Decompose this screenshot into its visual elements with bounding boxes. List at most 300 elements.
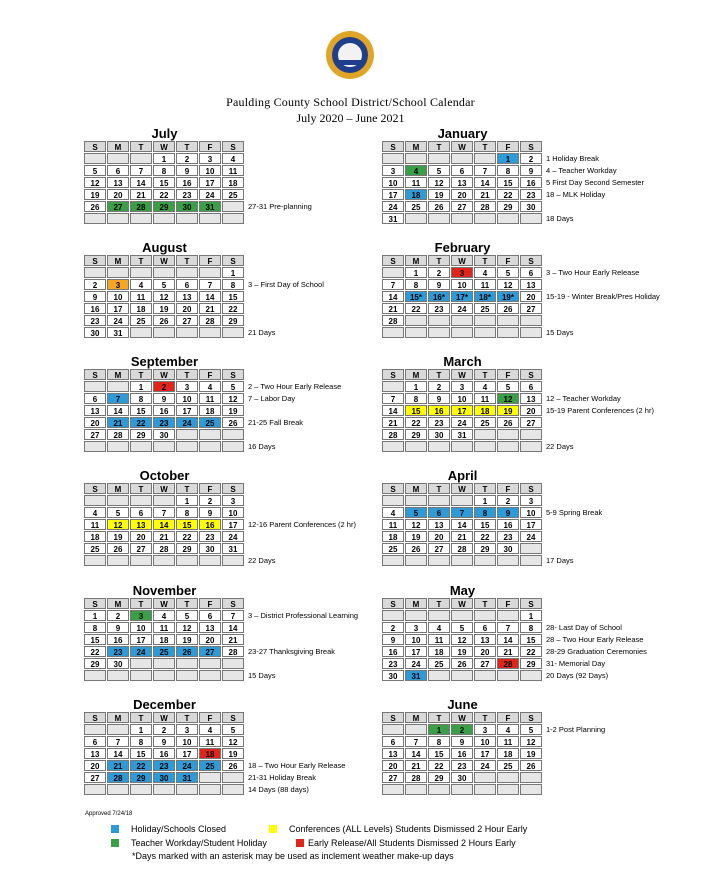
day-cell: 16 [153,405,175,416]
day-cell [130,267,152,278]
day-cell: 16 [107,634,129,645]
weekday-label: S [222,369,244,380]
day-cell: 13 [520,393,542,404]
day-cell: 22 [520,646,542,657]
weekday-label: F [199,598,221,609]
weekday-label: T [428,483,450,494]
weekday-label: S [520,255,542,266]
day-cell: 4 [153,610,175,621]
month-note [245,736,248,748]
day-cell [84,495,106,506]
day-cell: 18 [199,405,221,416]
day-cell: 8 [474,507,496,518]
day-cell: 8 [84,622,106,633]
week-row [84,622,358,634]
day-cell: 18 [222,177,244,188]
week-row [382,555,602,567]
day-cell [130,784,152,795]
month-note: 28- Last Day of School [546,623,622,632]
day-cell: 18 [153,634,175,645]
day-cell: 2 [153,381,175,392]
legend-workday-label: Teacher Workday/Student Holiday [131,838,267,848]
day-cell [451,213,473,224]
day-cell: 20 [451,189,473,200]
week-row [84,201,312,213]
day-cell [153,213,175,224]
weekday-label: T [176,598,198,609]
day-cell: 8 [176,507,198,518]
month-note: 22 Days [248,556,276,565]
day-cell: 15 [222,291,244,302]
month-note [245,495,248,507]
day-cell: 13 [382,748,404,759]
day-cell: 20 [199,634,221,645]
day-cell: 26 [497,303,519,314]
day-cell [405,441,427,452]
day-cell: 10 [199,165,221,176]
week-row [382,724,605,736]
day-cell [428,610,450,621]
day-cell: 23 [153,760,175,771]
day-cell: 30 [107,658,129,669]
day-cell: 2 [451,724,473,735]
month-name: November [132,583,197,598]
month-may [382,583,647,682]
day-cell [222,670,244,681]
weekday-label: S [84,483,106,494]
month-note [543,381,546,393]
week-row [84,153,312,165]
month-note: 16 Days [248,442,276,451]
day-cell: 9 [382,634,404,645]
day-cell: 13 [84,748,106,759]
week-row [84,165,312,177]
day-cell: 23 [497,531,519,542]
day-cell: 29 [474,543,496,554]
month-note [543,201,546,213]
day-cell: 10 [451,279,473,290]
day-cell [474,784,496,795]
day-cell [107,495,129,506]
weekday-label: T [428,598,450,609]
month-note [543,760,546,772]
weekday-label: F [199,483,221,494]
week-row [382,658,647,670]
day-cell: 2 [199,495,221,506]
day-cell: 13 [107,177,129,188]
weekday-label: F [497,369,519,380]
weekday-label: T [474,141,496,152]
week-row [382,327,660,339]
weekday-label: F [497,141,519,152]
day-cell [222,658,244,669]
day-cell: 31 [199,201,221,212]
weekday-label: S [520,369,542,380]
week-row [382,315,660,327]
day-cell: 7 [497,622,519,633]
weekday-label: M [107,712,129,723]
day-cell: 6 [382,736,404,747]
weekday-label: S [84,255,106,266]
month-note [245,658,248,670]
day-cell: 6 [474,622,496,633]
month-note: 4 – Teacher Workday [546,166,617,175]
day-cell [382,495,404,506]
day-cell: 13 [428,519,450,530]
day-cell: 27 [107,201,129,212]
day-cell: 29 [153,201,175,212]
day-cell: 28 [107,429,129,440]
month-note [245,724,248,736]
month-note [543,784,546,796]
district-seal-logo [325,30,375,80]
day-cell [497,213,519,224]
week-row [84,646,358,658]
day-cell: 2 [84,279,106,290]
day-cell: 10 [176,736,198,747]
month-september [84,354,341,453]
month-name: September [130,354,199,369]
day-cell: 27 [520,303,542,314]
month-note [245,189,248,201]
month-note: 31- Memorial Day [546,659,606,668]
day-cell [84,784,106,795]
day-cell: 11 [497,736,519,747]
day-cell: 22 [405,303,427,314]
week-row [84,784,345,796]
day-cell: 9 [84,291,106,302]
day-cell: 15 [84,634,106,645]
weekday-label: S [520,141,542,152]
week-row [84,531,356,543]
day-cell: 30 [84,327,106,338]
day-cell: 18 [474,405,496,416]
day-cell [130,213,152,224]
day-cell: 22 [130,417,152,428]
month-note: 20 Days (92 Days) [546,671,609,680]
day-cell: 6 [84,736,106,747]
month-note: 12-16 Parent Conferences (2 hr) [248,520,356,529]
day-cell: 18 [405,189,427,200]
weekday-label: M [107,255,129,266]
weekday-label: W [153,598,175,609]
day-cell: 17 [107,303,129,314]
yellow-swatch [269,825,277,833]
day-cell [153,784,175,795]
day-cell [474,610,496,621]
weekday-label: F [497,483,519,494]
day-cell [497,327,519,338]
day-cell: 11 [222,165,244,176]
day-cell [130,153,152,164]
day-cell: 4 [474,381,496,392]
day-cell: 30 [176,201,198,212]
day-cell: 2 [497,495,519,506]
day-cell: 22 [222,303,244,314]
day-cell [153,670,175,681]
day-cell: 18 [428,646,450,657]
day-cell [176,670,198,681]
weekday-label: W [451,255,473,266]
day-cell: 21 [497,646,519,657]
day-cell: 1 [405,267,427,278]
day-cell: 10 [222,507,244,518]
month-note [543,772,546,784]
weekday-header [382,712,605,724]
day-cell: 26 [84,201,106,212]
day-cell: 6 [107,165,129,176]
day-cell: 7 [199,279,221,290]
day-cell: 1 [497,153,519,164]
month-note: 15 Days [546,328,574,337]
day-cell: 30 [153,429,175,440]
day-cell: 11 [199,393,221,404]
day-cell: 6 [84,393,106,404]
day-cell: 3 [451,267,473,278]
day-cell [451,441,473,452]
weekday-label: S [84,369,106,380]
day-cell: 4 [497,724,519,735]
month-name: April [447,468,478,483]
day-cell: 25 [222,189,244,200]
day-cell: 14 [222,622,244,633]
day-cell [222,213,244,224]
weekday-label: T [130,598,152,609]
day-cell: 14 [451,519,473,530]
week-row [84,555,356,567]
day-cell: 4 [84,507,106,518]
day-cell [176,213,198,224]
weekday-label: W [451,369,473,380]
weekday-label: F [497,712,519,723]
weekday-label: W [153,369,175,380]
day-cell [405,724,427,735]
month-note: 5-9 Spring Break [546,508,603,517]
day-cell [428,315,450,326]
week-row [84,267,324,279]
day-cell: 1 [520,610,542,621]
day-cell: 4 [222,153,244,164]
day-cell: 20 [84,760,106,771]
day-cell: 11 [84,519,106,530]
week-row [84,519,356,531]
month-note: 15-19 - Winter Break/Pres Holiday [546,292,660,301]
weekday-header [382,255,660,267]
weekday-label: M [107,141,129,152]
month-note [543,543,546,555]
day-cell: 13 [130,519,152,530]
day-cell: 28 [382,315,404,326]
day-cell: 25 [428,658,450,669]
weekday-label: F [199,712,221,723]
month-note [543,495,546,507]
day-cell [474,153,496,164]
day-cell: 27 [84,772,106,783]
day-cell [474,441,496,452]
day-cell: 19 [222,405,244,416]
day-cell: 3 [107,279,129,290]
day-cell: 14 [107,748,129,759]
day-cell: 24 [176,760,198,771]
day-cell: 15 [176,519,198,530]
day-cell: 18 [497,748,519,759]
weekday-label: W [451,712,473,723]
day-cell [199,772,221,783]
day-cell: 12 [153,291,175,302]
weekday-label: T [176,369,198,380]
day-cell [497,315,519,326]
day-cell: 16 [497,519,519,530]
day-cell: 10 [451,393,473,404]
day-cell [176,267,198,278]
day-cell [84,724,106,735]
month-december [84,697,345,796]
week-row [382,772,605,784]
month-note: 21 Days [248,328,276,337]
day-cell [107,153,129,164]
month-note [245,429,248,441]
day-cell: 16 [199,519,221,530]
day-cell: 25 [382,543,404,554]
week-row [84,495,356,507]
day-cell: 25 [199,417,221,428]
day-cell [520,327,542,338]
day-cell [130,555,152,566]
day-cell [222,429,244,440]
day-cell: 27 [130,543,152,554]
day-cell: 31 [222,543,244,554]
week-row [382,405,654,417]
month-note [245,267,248,279]
day-cell [107,267,129,278]
week-row [84,429,341,441]
day-cell: 8 [153,165,175,176]
weekday-label: T [130,483,152,494]
day-cell: 5 [451,622,473,633]
day-cell: 8 [520,622,542,633]
month-october [84,468,356,567]
day-cell: 25 [497,760,519,771]
day-cell: 27 [199,646,221,657]
day-cell: 11 [405,177,427,188]
day-cell: 27 [84,429,106,440]
weekday-label: T [474,369,496,380]
day-cell: 19 [153,303,175,314]
weekday-label: M [405,712,427,723]
legend-conferences [269,824,527,834]
day-cell: 12 [222,393,244,404]
week-row [382,760,605,772]
day-cell: 27 [176,315,198,326]
weekday-label: S [222,598,244,609]
month-note [245,405,248,417]
weekday-label: T [428,141,450,152]
weekday-header [382,141,644,153]
month-note: 18 Days [546,214,574,223]
day-cell: 4 [382,507,404,518]
day-cell [405,784,427,795]
day-cell: 1 [130,724,152,735]
month-note: 27-31 Pre-planning [248,202,312,211]
week-row [84,405,341,417]
day-cell: 26 [405,543,427,554]
day-cell: 22 [130,760,152,771]
legend-early-release [296,838,516,848]
weekday-label: T [130,712,152,723]
day-cell: 11 [130,291,152,302]
day-cell [222,327,244,338]
day-cell [451,555,473,566]
day-cell: 17 [176,748,198,759]
day-cell: 16 [382,646,404,657]
day-cell: 29 [130,429,152,440]
weekday-label: T [130,255,152,266]
day-cell: 31 [405,670,427,681]
day-cell: 8 [222,279,244,290]
week-row [84,417,341,429]
week-row [382,441,654,453]
month-note [245,165,248,177]
week-row [84,327,324,339]
day-cell: 13 [84,405,106,416]
weekday-label: S [382,712,404,723]
day-cell: 23 [176,189,198,200]
month-note: 28 – Two Hour Early Release [546,635,644,644]
weekday-label: F [199,255,221,266]
day-cell: 5 [520,724,542,735]
day-cell: 1 [130,381,152,392]
week-row [382,543,602,555]
weekday-label: T [474,255,496,266]
weekday-label: T [428,255,450,266]
day-cell [107,724,129,735]
day-cell [130,670,152,681]
day-cell: 5 [153,279,175,290]
month-july [84,126,312,225]
day-cell: 8 [130,736,152,747]
day-cell: 20 [176,303,198,314]
day-cell [474,772,496,783]
day-cell: 6 [199,610,221,621]
day-cell: 20 [520,405,542,416]
month-note [543,429,546,441]
day-cell: 30 [382,670,404,681]
day-cell: 13 [451,177,473,188]
week-row [84,441,341,453]
week-row [84,724,345,736]
day-cell [382,610,404,621]
weekday-label: S [222,255,244,266]
month-note: 22 Days [546,442,574,451]
week-row [382,507,602,519]
month-note: 3 – District Professional Learning [248,611,359,620]
page-subtitle: July 2020 – June 2021 [296,111,405,125]
day-cell: 21 [107,760,129,771]
day-cell: 28 [474,201,496,212]
day-cell: 6 [428,507,450,518]
day-cell: 7 [405,736,427,747]
day-cell: 16 [84,303,106,314]
day-cell: 29 [222,315,244,326]
day-cell: 29 [176,543,198,554]
month-january [382,126,644,225]
weekday-label: W [451,598,473,609]
week-row [84,634,358,646]
day-cell: 9 [199,507,221,518]
day-cell: 17 [176,405,198,416]
day-cell: 17 [130,634,152,645]
day-cell: 14 [382,291,404,302]
